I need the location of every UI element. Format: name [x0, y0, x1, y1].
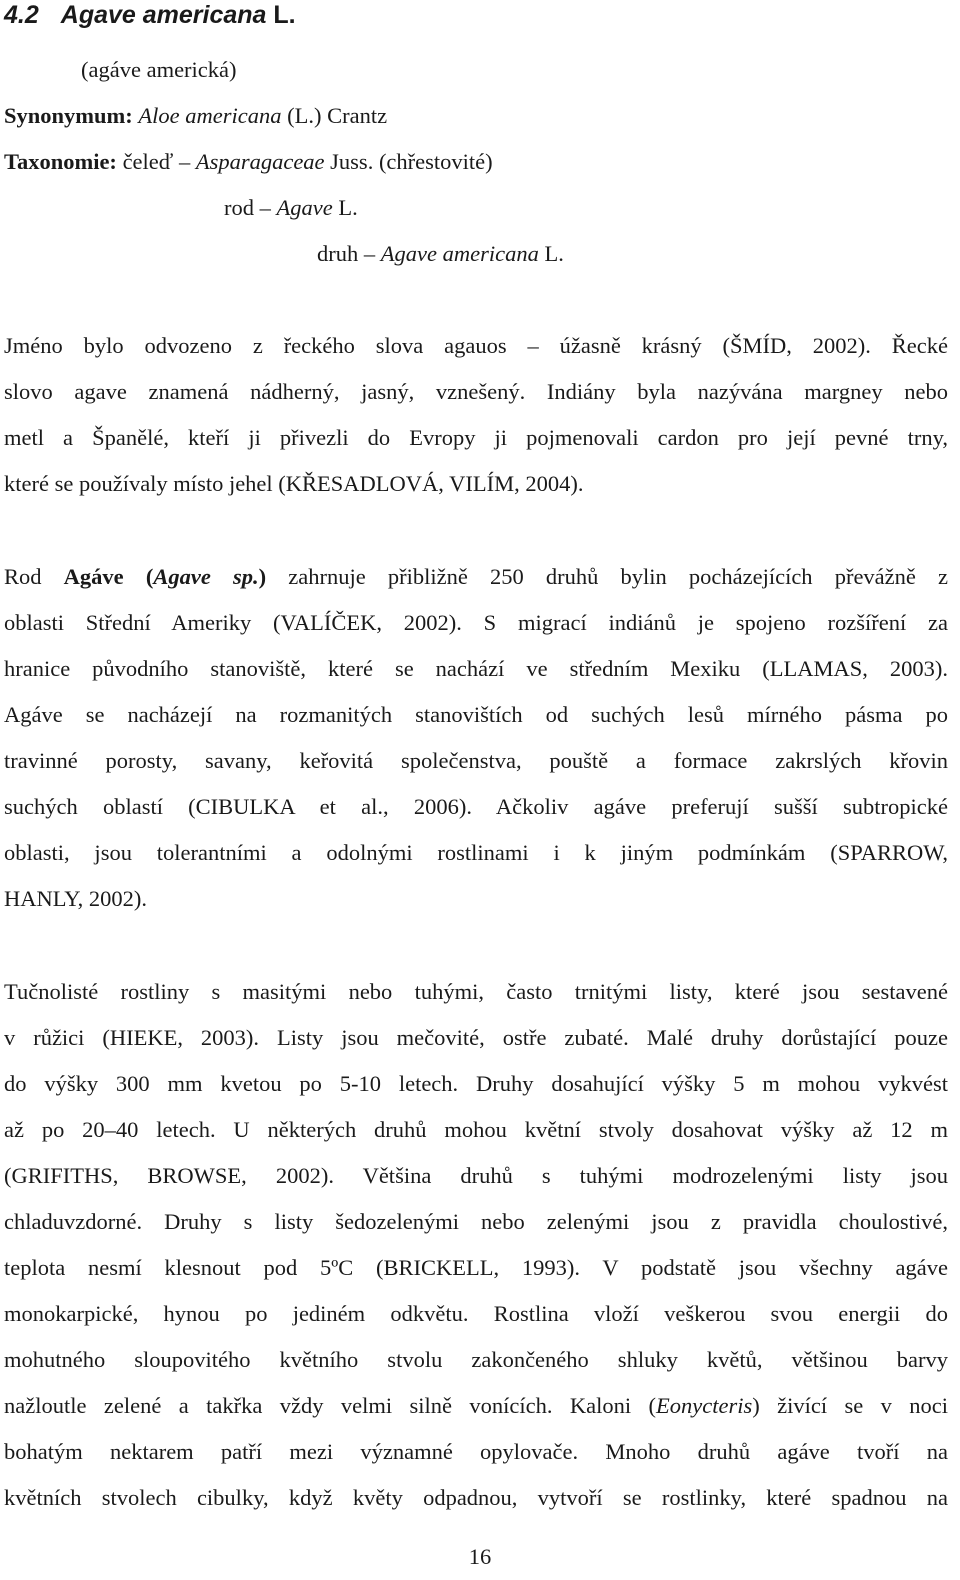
text-rest: zahrnuje přibližně 250 druhů bylin pocházejících převážně z: [288, 564, 949, 589]
genus-prefix: rod –: [224, 195, 271, 220]
taxonomy-label: Taxonomie:: [4, 149, 117, 174]
para2-line: HANLY, 2002).: [4, 886, 147, 911]
taxonomy-genus-line: [224, 193, 358, 223]
para1-line: slovo agave znamená nádherný, jasný, vznešený. Indiány byla nazývána margney nebo: [4, 379, 948, 404]
text-rod: Rod: [4, 564, 42, 589]
para3-line: mohutného sloupovitého květního stvolu zakončeného shluky květů, většinou barvy: [4, 1347, 948, 1372]
text-agave-bold: Agáve: [63, 564, 124, 589]
para3-line: Tučnolisté rostliny s masitými nebo tuhými, často trnitými listy, které jsou sestavené: [4, 979, 948, 1004]
para3-line: chladuvzdorné. Druhy s listy šedozelenými nebo zelenými jsou z pravidla choulostivé,: [4, 1209, 948, 1234]
family-prefix: čeleď –: [122, 149, 191, 174]
section-title-author: L.: [273, 1, 296, 29]
synonym-name: Aloe americana: [138, 103, 282, 128]
section-number: 4.2: [4, 1, 39, 29]
para3-line-kaloni: [4, 1391, 948, 1421]
text-agave-sp: Agave sp.: [153, 564, 259, 589]
genus-author: L.: [338, 195, 358, 220]
family-name: Asparagaceae: [195, 149, 325, 174]
para3-line: květních stvolech cibulky, když květy odpadnou, vytvoří se rostlinky, které spadnou na: [4, 1485, 948, 1510]
page-number: 16: [468, 1544, 492, 1569]
open-paren: (: [145, 564, 154, 589]
synonym-line: [4, 101, 387, 131]
text-before-italic: nažloutle zelené a takřka vždy velmi silně vonících. Kaloni (: [4, 1393, 656, 1418]
para2-line: hranice původního stanoviště, které se nachází ve středním Mexiku (LLAMAS, 2003).: [4, 656, 948, 681]
taxonomy-species-line: [317, 239, 564, 269]
para3-line: až po 20–40 letech. U některých druhů mohou květní stvoly dosahovat výšky až 12 m: [4, 1117, 948, 1142]
para2-line: travinné porosty, savany, keřovitá společenstva, pouště a formace zakrslých křovin: [4, 748, 948, 773]
close-paren: ): [258, 564, 267, 589]
para3-line: (GRIFITHS, BROWSE, 2002). Většina druhů s tuhými modrozelenými listy jsou: [4, 1163, 948, 1188]
para3-line: teplota nesmí klesnout pod 5ºC (BRICKELL, 1993). V podstatě jsou všechny agáve: [4, 1255, 948, 1280]
para1-line: které se používaly místo jehel (KŘESADLOVÁ, VILÍM, 2004).: [4, 471, 584, 496]
species-prefix: druh –: [317, 241, 376, 266]
para2-line-first: [4, 562, 948, 592]
genus-name: Agave: [276, 195, 333, 220]
para2-line: Agáve se nacházejí na rozmanitých stanovištích od suchých lesů mírného pásma po: [4, 702, 948, 727]
para1-line: Jméno bylo odvozeno z řeckého slova agauos – úžasně krásný (ŠMÍD, 2002). Řecké: [4, 333, 948, 358]
para1-line: metl a Španělé, kteří ji přivezli do Evropy ji pojmenovali cardon pro její pevné trny,: [4, 425, 948, 450]
taxonomy-family-line: [4, 147, 493, 177]
synonym-author: (L.) Crantz: [287, 103, 388, 128]
para3-line: v růžici (HIEKE, 2003). Listy jsou mečovité, ostře zubaté. Malé druhy dorůstající pouze: [4, 1025, 948, 1050]
para2-line: oblasti, jsou tolerantními a odolnými rostlinami i k jiným podmínkám (SPARROW,: [4, 840, 948, 865]
section-title: Agave americana: [60, 1, 267, 29]
para3-line: bohatým nektarem patří mezi významné opylovače. Mnoho druhů agáve tvoří na: [4, 1439, 948, 1464]
para2-line: suchých oblastí (CIBULKA et al., 2006). Ačkoliv agáve preferují sušší subtropické: [4, 794, 948, 819]
species-name: Agave americana: [380, 241, 539, 266]
para3-line: do výšky 300 mm kvetou po 5-10 letech. Druhy dosahující výšky 5 m mohou vykvést: [4, 1071, 948, 1096]
text-eonycteris: Eonycteris: [656, 1393, 753, 1418]
common-name: (agáve americká): [81, 57, 237, 82]
para2-line: oblasti Střední Ameriky (VALÍČEK, 2002). S migrací indiánů je spojeno rozšíření za: [4, 610, 948, 635]
para3-line: monokarpické, hynou po jediném odkvětu. Rostlina vloží veškerou svou energii do: [4, 1301, 948, 1326]
text-after-italic: ) živící se v noci: [752, 1393, 949, 1418]
synonym-label: Synonymum:: [4, 103, 133, 128]
section-heading: [4, 0, 296, 30]
family-author: Juss. (chřestovité): [330, 149, 493, 174]
species-author: L.: [544, 241, 564, 266]
